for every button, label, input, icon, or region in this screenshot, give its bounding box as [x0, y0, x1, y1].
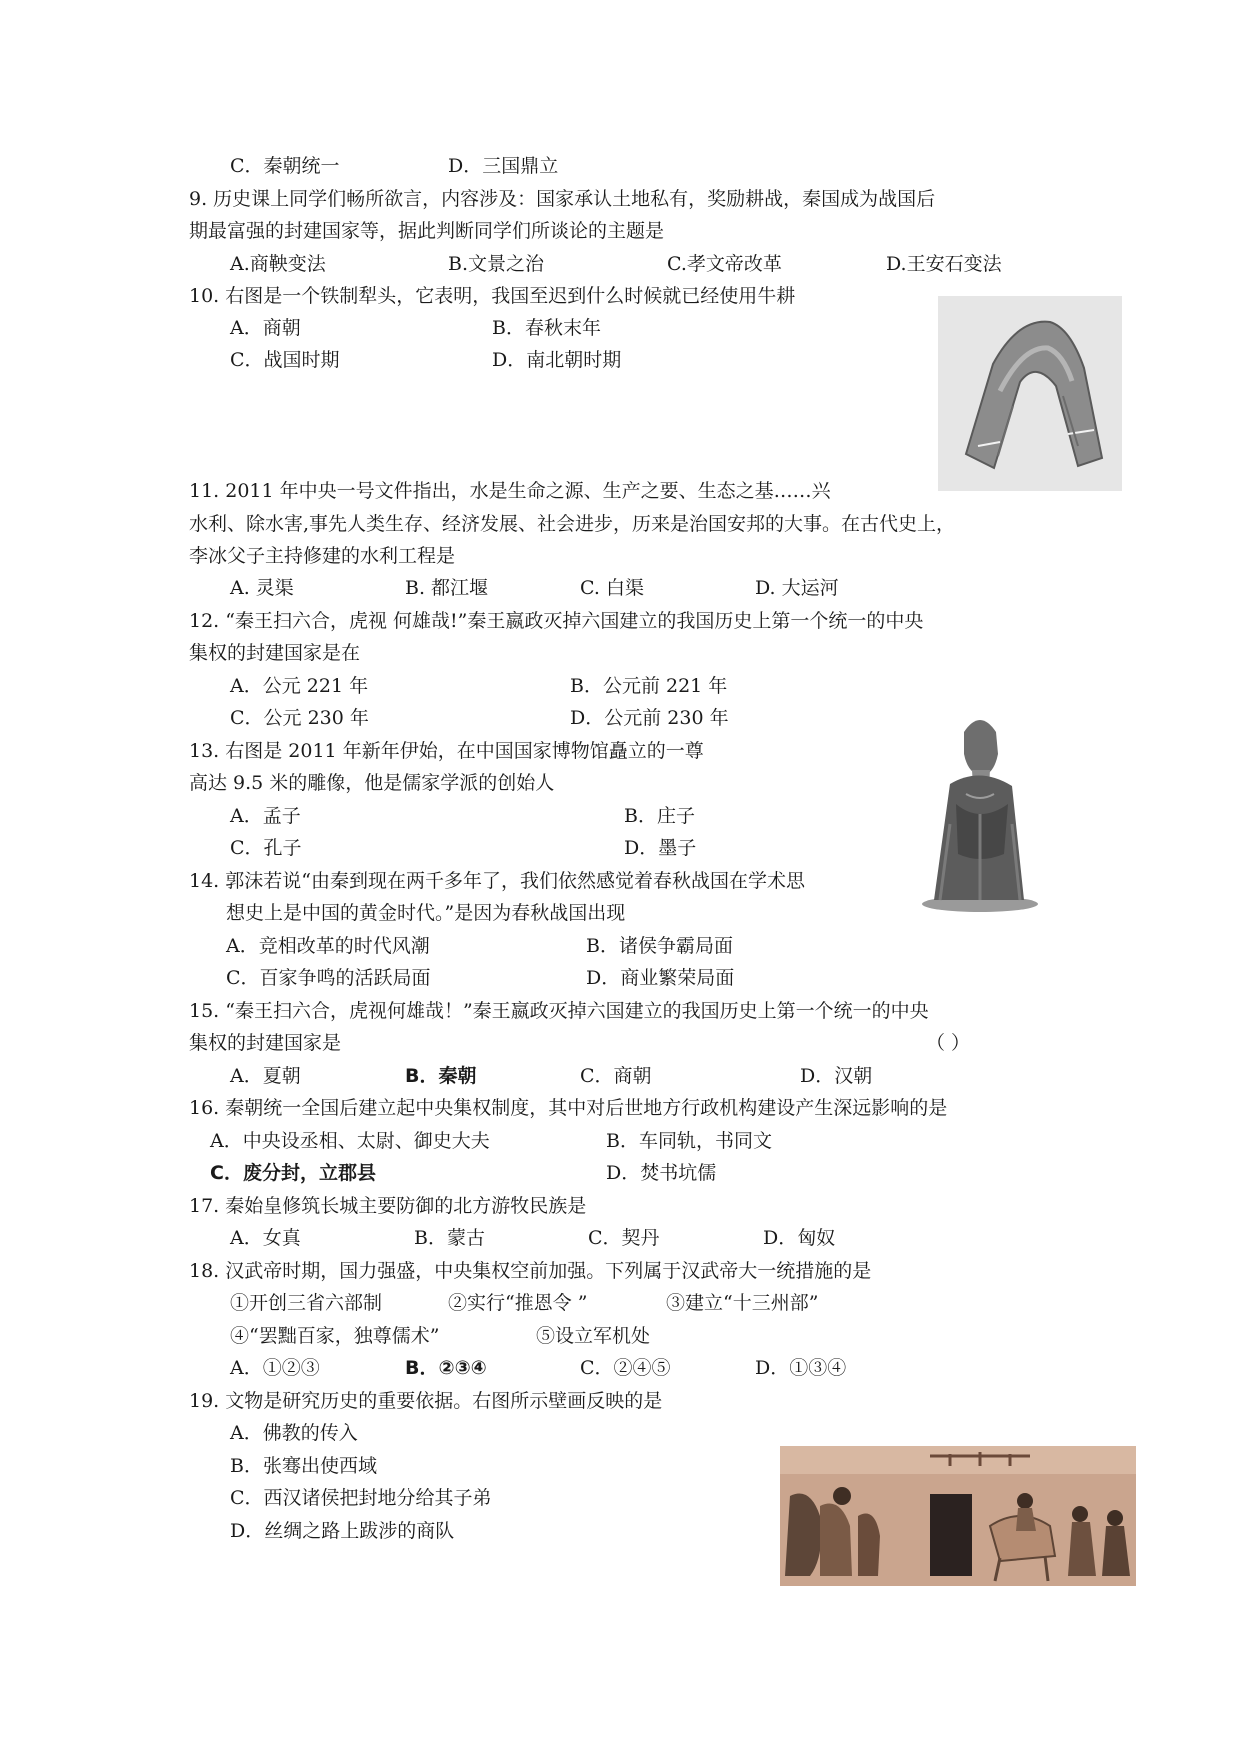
q12-option-c: C．公元 230 年 — [230, 707, 369, 729]
q9-stem-line2: 期最富强的封建国家等，据此判断同学们所谈论的主题是 — [189, 220, 665, 242]
q10-option-c: C．战国时期 — [230, 349, 340, 371]
q14-stem-line1: 14. 郭沫若说“由秦到现在两千多年了，我们依然感觉着春秋战国在学术思 — [189, 870, 805, 892]
q10-option-d: D．南北朝时期 — [492, 349, 622, 371]
q12-stem-line2: 集权的封建国家是在 — [189, 642, 361, 664]
q19-option-c: C．西汉诸侯把封地分给其子弟 — [230, 1487, 492, 1509]
q10-option-a: A．商朝 — [230, 317, 301, 339]
q17-option-b: B．蒙古 — [414, 1227, 485, 1249]
q16-option-b: B．车同轨，书同文 — [606, 1130, 772, 1152]
q8-option-c: C．秦朝统一 — [230, 155, 340, 177]
q18-item-2: ②实行“推恩令 ” — [448, 1292, 588, 1314]
q13-option-d: D．墨子 — [624, 837, 697, 859]
q11-option-a: A. 灵渠 — [230, 577, 294, 599]
q15-option-d: D．汉朝 — [800, 1065, 873, 1087]
q8-option-d: D．三国鼎立 — [448, 155, 559, 177]
q9-option-a: A.商鞅变法 — [230, 253, 326, 275]
q16-stem: 16. 秦朝统一全国后建立起中央集权制度，其中对后世地方行政机构建设产生深远影响的是 — [189, 1097, 948, 1119]
q14-option-a: A．竞相改革的时代风潮 — [226, 935, 430, 957]
q13-stem-line2: 高达 9.5 米的雕像，他是儒家学派的创始人 — [189, 772, 555, 794]
q19-option-a: A．佛教的传入 — [230, 1422, 358, 1444]
q18-option-c: C．②④⑤ — [580, 1357, 671, 1379]
q10-option-b: B．春秋末年 — [492, 317, 601, 339]
q12-option-a: A．公元 221 年 — [230, 675, 369, 697]
q19-option-b: B．张骞出使西域 — [230, 1455, 377, 1477]
q9-option-c: C.孝文帝改革 — [667, 253, 782, 275]
q17-option-a: A．女真 — [230, 1227, 301, 1249]
q15-option-a: A．夏朝 — [230, 1065, 301, 1087]
q17-stem: 17. 秦始皇修筑长城主要防御的北方游牧民族是 — [189, 1195, 587, 1217]
q16-option-d: D．焚书坑儒 — [606, 1162, 717, 1184]
q12-option-d: D．公元前 230 年 — [570, 707, 729, 729]
q13-option-c: C．孔子 — [230, 837, 302, 859]
q15-option-c: C．商朝 — [580, 1065, 652, 1087]
confucius-statue-image — [920, 704, 1040, 912]
q12-option-b: B．公元前 221 年 — [570, 675, 728, 697]
q15-answer-blank: （ ） — [926, 1032, 971, 1054]
q19-stem: 19. 文物是研究历史的重要依据。右图所示壁画反映的是 — [189, 1390, 663, 1412]
q18-stem: 18. 汉武帝时期，国力强盛，中央集权空前加强。下列属于汉武帝大一统措施的是 — [189, 1260, 872, 1282]
q17-option-c: C．契丹 — [588, 1227, 660, 1249]
q19-option-d: D．丝绸之路上跋涉的商队 — [230, 1520, 455, 1542]
q17-option-d: D．匈奴 — [763, 1227, 836, 1249]
q18-item-3: ③建立“十三州部” — [666, 1292, 819, 1314]
q14-option-c: C．百家争鸣的活跃局面 — [226, 967, 431, 989]
q11-option-d: D. 大运河 — [755, 577, 839, 599]
mural-painting-image — [780, 1446, 1136, 1586]
q18-item-4: ④“罢黜百家，独尊儒术” — [230, 1325, 440, 1347]
q18-option-d: D．①③④ — [755, 1357, 847, 1379]
q13-option-a: A．孟子 — [230, 805, 301, 827]
q16-option-a: A．中央设丞相、太尉、御史大夫 — [210, 1130, 490, 1152]
q14-option-d: D．商业繁荣局面 — [586, 967, 735, 989]
q11-stem-line1: 11. 2011 年中央一号文件指出，水是生命之源、生产之要、生态之基……兴 — [189, 480, 831, 502]
q12-stem-line1: 12. “秦王扫六合，虎视 何雄哉!”秦王嬴政灭掉六国建立的我国历史上第一个统一的中央 — [189, 610, 924, 632]
q15-stem-line2: 集权的封建国家是 — [189, 1032, 342, 1054]
q9-option-d: D.王安石变法 — [886, 253, 1002, 275]
q11-stem-line2: 水利、除水害,事先人类生存、经济发展、社会进步，历来是治国安邦的大事。在古代史上， — [189, 513, 956, 535]
q18-option-a: A．①②③ — [230, 1357, 320, 1379]
q13-option-b: B．庄子 — [624, 805, 695, 827]
q18-item-5: ⑤设立军机处 — [536, 1325, 651, 1347]
q16-option-c: C．废分封，立郡县 — [210, 1162, 376, 1184]
q14-stem-line2: 想史上是中国的黄金时代。”是因为春秋战国出现 — [226, 902, 626, 924]
q9-option-b: B.文景之治 — [448, 253, 545, 275]
q10-stem: 10. 右图是一个铁制犁头，它表明，我国至迟到什么时候就已经使用牛耕 — [189, 285, 796, 307]
q18-option-b: B．②③④ — [405, 1357, 487, 1379]
q18-item-1: ①开创三省六部制 — [230, 1292, 383, 1314]
q14-option-b: B．诸侯争霸局面 — [586, 935, 733, 957]
q11-option-b: B. 都江堰 — [405, 577, 489, 599]
q9-stem-line1: 9. 历史课上同学们畅所欲言，内容涉及：国家承认土地私有，奖励耕战，秦国成为战国后 — [189, 188, 936, 210]
q13-stem-line1: 13. 右图是 2011 年新年伊始，在中国国家博物馆矗立的一尊 — [189, 740, 704, 762]
iron-plough-image — [938, 296, 1122, 491]
q15-option-b: B．秦朝 — [405, 1065, 477, 1087]
q11-stem-line3: 李冰父子主持修建的水利工程是 — [189, 545, 456, 567]
q15-stem-line1: 15. “秦王扫六合，虎视何雄哉！”秦王嬴政灭掉六国建立的我国历史上第一个统一的中央 — [189, 1000, 929, 1022]
q11-option-c: C. 白渠 — [580, 577, 644, 599]
